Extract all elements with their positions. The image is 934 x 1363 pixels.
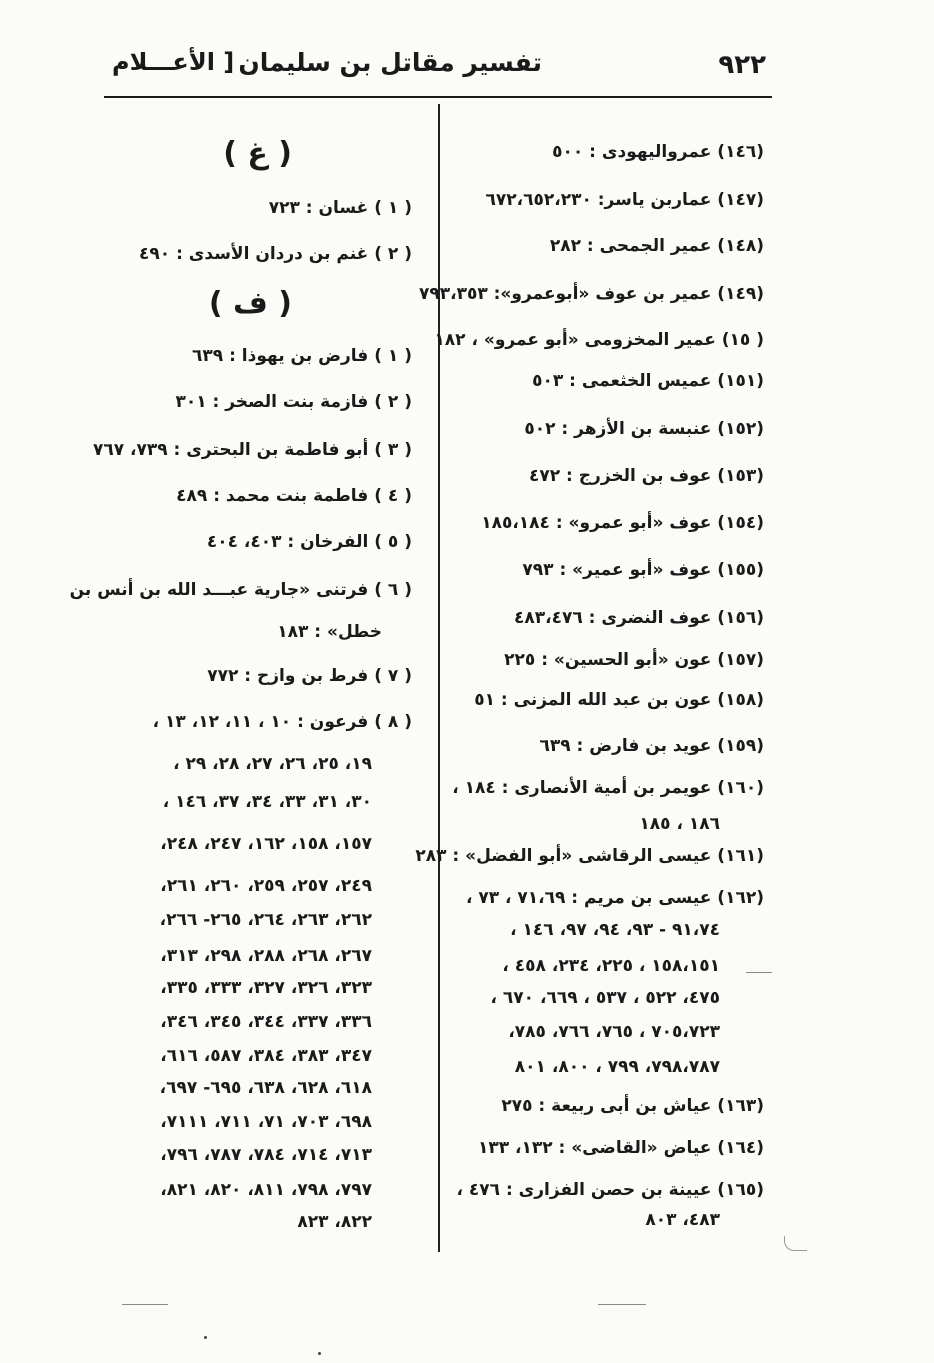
index-entry: ( ٦ ) فرتنى «جارية عبـــد الله بن أنس بن [69, 580, 412, 600]
index-entry-continuation: ٦١٨، ٦٢٨، ٦٣٨، ٦٩٥- ٦٩٧، [159, 1078, 372, 1098]
index-entry: (١٦٠) عويمر بن أمية الأنصارى : ١٨٤ ، [452, 778, 764, 798]
index-entry: (١٤٦) عمرواليهودى : ٥٠٠ [552, 142, 764, 162]
column-divider [438, 104, 440, 1252]
index-entry: (١٦٣) عياش بن أبى ربيعة : ٢٧٥ [501, 1096, 764, 1116]
index-entry-continuation: ١٥٨،١٥١ ، ٢٢٥، ٢٣٤، ٤٥٨ ، [502, 956, 720, 976]
book-title: تفسير مقاتل بن سليمان [238, 48, 542, 77]
index-entry: (١٥٦) عوف النضرى : ٤٨٣،٤٧٦ [514, 608, 764, 628]
index-entry: (١٥٥) عوف «أبو عمير» : ٧٩٣ [522, 560, 764, 580]
index-entry: (١٥٤) عوف «أبو عمرو» : ١٨٥،١٨٤ [481, 513, 764, 533]
scan-dot [204, 1336, 207, 1339]
scan-dot [318, 1352, 321, 1355]
index-entry-continuation: ٢٦٢، ٢٦٣، ٢٦٤، ٢٦٥- ٢٦٦، [159, 910, 372, 930]
index-entry: (١٥٩) عويد بن فارض : ٦٣٩ [539, 736, 764, 756]
index-entry-continuation: ٧٠٥،٧٢٣ ، ٧٦٥، ٧٦٦، ٧٨٥، [508, 1022, 720, 1042]
index-entry: ( ١ ) فارض بن يهوذا : ٦٣٩ [192, 346, 412, 366]
index-entry: (١٤٨) عمير الجمحى : ٢٨٢ [549, 236, 764, 256]
scan-mark [746, 972, 772, 973]
letter-heading-ghain: ( غ ) [223, 136, 292, 171]
scan-mark [784, 1236, 807, 1251]
index-entry-continuation: ٨٢٢، ٨٢٣ [297, 1212, 372, 1232]
index-entry: (١٦٤) عياض «القاضى» : ١٣٢، ١٣٣ [477, 1138, 764, 1158]
index-entry: (١٥١) عميس الخثعمى : ٥٠٣ [532, 371, 764, 391]
index-entry-continuation: ٧٩٨،٧٨٧، ٧٩٩ ، ٨٠٠، ٨٠١ [514, 1057, 720, 1077]
index-entry: ( ٨ ) فرعون : ١٠ ، ١١، ١٢، ١٣ ، [152, 712, 412, 732]
index-entry-continuation: ٣٢٣، ٣٢٦، ٣٢٧، ٣٣٣، ٣٣٥، [160, 978, 372, 998]
index-entry: (١٤٩) عمير بن عوف «أبوعمرو»: ٧٩٣،٣٥٣ [418, 284, 764, 304]
index-entry: ( ٥ ) الفرخان : ٤٠٣، ٤٠٤ [206, 532, 412, 552]
index-entry-continuation: ٣٤٧، ٣٨٣، ٣٨٤، ٥٨٧، ٦١٦، [160, 1046, 372, 1066]
index-entry-continuation: ٦٩٨، ٧٠٣، ٧١، ٧١١، ٧١١١، [160, 1112, 372, 1132]
scan-mark [598, 1304, 646, 1305]
index-entry: ( ٧ ) فرط بن وازح : ٧٧٢ [207, 666, 412, 686]
index-entry-continuation: خطل» : ١٨٣ [277, 622, 382, 642]
index-entry-continuation: ٩١،٧٤ - ٩٣، ٩٤، ٩٧، ١٤٦ ، [510, 920, 720, 940]
index-entry: ( ٤ ) فاطمة بنت محمد : ٤٨٩ [176, 486, 412, 506]
scan-mark [122, 1304, 168, 1305]
index-entry: ( ٢ ) غنم بن دردان الأسدى : ٤٩٠ [139, 244, 412, 264]
index-entry-continuation: ٧١٣، ٧١٤، ٧٨٤، ٧٨٧، ٧٩٦، [160, 1145, 372, 1165]
header-rule [104, 96, 772, 98]
index-entry-continuation: ٣٣٦، ٣٣٧، ٣٤٤، ٣٤٥، ٣٤٦، [160, 1012, 372, 1032]
index-entry: (١٦١) عيسى الرقاشى «أبو الفضل» : ٢٨٣ [415, 846, 764, 866]
index-entry-continuation: ٤٨٣، ٨٠٣ [645, 1210, 720, 1230]
section-name: [ الأعـــلام [112, 48, 235, 76]
index-entry: ( ٣ ) أبو فاطمة بن البحترى : ٧٣٩، ٧٦٧ [92, 440, 412, 460]
index-entry: (١٥٢) عنبسة بن الأزهر : ٥٠٢ [524, 419, 764, 439]
index-entry-continuation: ١٨٦ ، ١٨٥ [639, 814, 720, 834]
index-entry-continuation: ٧٩٧، ٧٩٨، ٨١١، ٨٢٠، ٨٢١، [160, 1180, 372, 1200]
index-entry-continuation: ١٩، ٢٥، ٢٦، ٢٧، ٢٨، ٢٩ ، [173, 754, 372, 774]
index-entry-continuation: ١٥٧، ١٥٨، ١٦٢، ٢٤٧، ٢٤٨، [160, 834, 372, 854]
index-entry-continuation: ٣٠، ٣١، ٣٣، ٣٤، ٣٧، ١٤٦ ، [162, 792, 372, 812]
index-entry: (١٤٧) عماربن ياسر: ٦٧٢،٦٥٢،٢٣٠ [485, 190, 764, 210]
index-entry: (١٦٥) عيينة بن حصن الفزارى : ٤٧٦ ، [456, 1180, 764, 1200]
index-entry: ( ٢ ) فازمة بنت الصخر : ٣٠١ [175, 392, 412, 412]
index-entry: (١٥٨) عون بن عبد الله المزنى : ٥١ [474, 690, 764, 710]
index-entry: ( ١ ) غسان : ٧٢٣ [268, 198, 412, 218]
index-entry-continuation: ٤٧٥، ٥٢٢ ، ٥٣٧ ، ٦٦٩، ٦٧٠ ، [490, 988, 720, 1008]
page-number: ٩٢٢ [718, 50, 766, 80]
index-entry-continuation: ٢٦٧، ٢٦٨، ٢٨٨، ٢٩٨، ٣١٣، [160, 946, 372, 966]
index-entry: (١٥٧) عون «أبو الحسين» : ٢٢٥ [504, 650, 764, 670]
letter-heading-fa: ( ف ) [208, 286, 292, 321]
index-entry-continuation: ٢٤٩، ٢٥٧، ٢٥٩، ٢٦٠، ٢٦١، [160, 876, 372, 896]
index-entry: ( ١٥) عمير المخزومى «أبو عمرو» ، ١٨٢ [434, 330, 764, 350]
index-entry: (١٥٣) عوف بن الخزرج : ٤٧٢ [529, 466, 764, 486]
index-entry: (١٦٢) عيسى بن مريم : ٧١،٦٩ ، ٧٣ ، [465, 888, 764, 908]
